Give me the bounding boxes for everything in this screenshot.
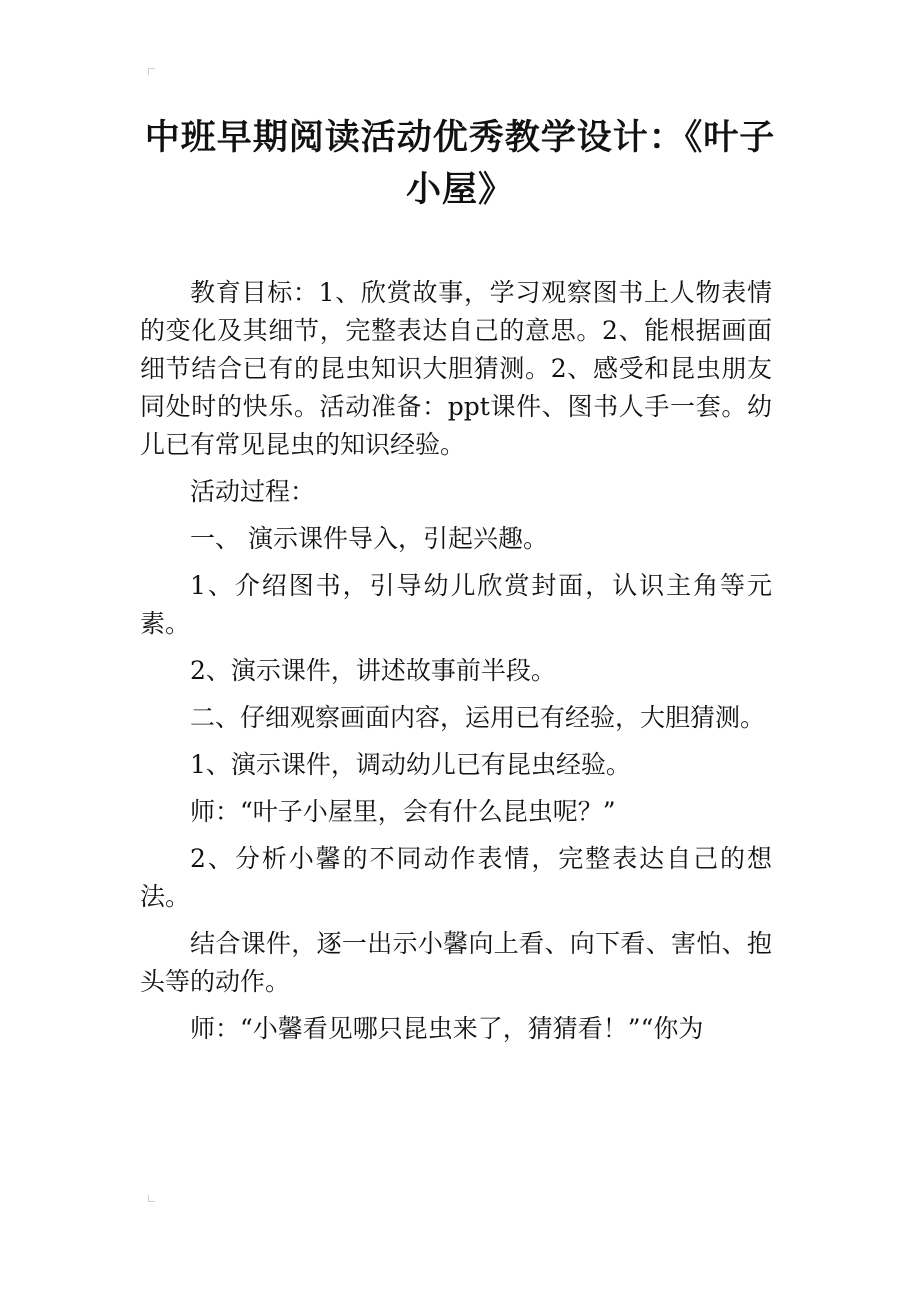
crop-mark-bottom (148, 1195, 155, 1202)
document-body (140, 274, 772, 1057)
paragraph-step-1-2: 2、演示课件，讲述故事前半段。 (190, 656, 556, 685)
paragraph-objectives: 教育目标：1、欣赏故事，学习观察图书上人物表情的变化及其细节，完整表达自己的意思。2、能根据画面细节结合已有的昆虫知识大胆猜测。2、感受和昆虫朋友同处时的快乐。活动准备：ppt课件、图书人手一套。幼儿已有常见昆虫的知识经验。 (140, 278, 772, 459)
paragraph-teacher-question-2: 师：“小馨看见哪只昆虫来了，猜猜看！”“你为 (190, 1014, 704, 1043)
paragraph-step-2-1: 1、演示课件，调动幼儿已有昆虫经验。 (190, 750, 631, 779)
paragraph-section-1: 一、 演示课件导入，引起兴趣。 (190, 524, 548, 553)
paragraph-section-2: 二、仔细观察画面内容，运用已有经验，大胆猜测。 (190, 703, 766, 732)
paragraph-step-1-1: 1、介绍图书，引导幼儿欣赏封面，认识主角等元素。 (140, 571, 772, 638)
paragraph-courseware-note: 结合课件，逐一出示小馨向上看、向下看、害怕、抱头等的动作。 (140, 929, 772, 996)
paragraph-teacher-question-1: 师：“叶子小屋里，会有什么昆虫呢？” (190, 797, 616, 826)
paragraph-process-heading: 活动过程： (190, 477, 316, 506)
paragraph-step-2-2: 2、分析小馨的不同动作表情，完整表达自己的想法。 (140, 844, 772, 911)
crop-mark-top (148, 68, 155, 75)
document-title: 中班早期阅读活动优秀教学设计：《叶子小屋》 (144, 118, 776, 210)
